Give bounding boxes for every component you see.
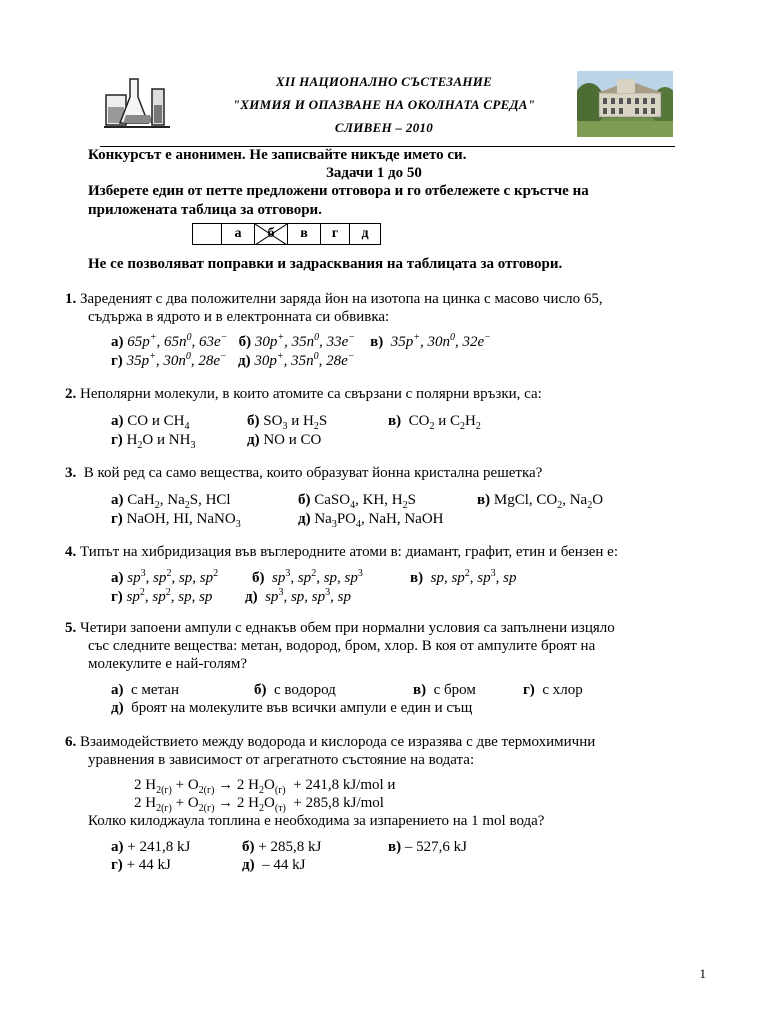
header-competition: XII НАЦИОНАЛНО СЪСТЕЗАНИЕ [275, 74, 493, 89]
option-text: – 44 kJ [262, 857, 306, 873]
option-label: д) [247, 432, 260, 448]
question-6-text-cont: уравнения в зависимост от агрегатното състояние на водата: [88, 752, 475, 768]
option-label: г) [523, 682, 535, 698]
q4-option-d: г) $sp^2$, $sp^2$, sp, sp [111, 587, 213, 605]
q6-equation-1: 2 $H_{2(г)} + O_{2(г)} \to 2$ $H_2O_{(г)} + 241,8$ kJ/mol и [134, 777, 396, 796]
option-text: с метан [131, 682, 179, 698]
question-1-text-cont: съдържа в ядрото и в електронната си обвивка: [88, 309, 390, 325]
q3-option-c: в) MgCl, $CO_2$, $Na_2O$ [477, 492, 604, 511]
question-5 [65, 619, 715, 637]
option-label: г) [111, 589, 123, 605]
answer-cell-g: г [321, 224, 350, 245]
q5-option-c [413, 681, 476, 699]
q1-options-row-1: а) 65p+, $65n^0$, 63e− б) 30p+, $35n^0$, 33e− в) 35p+, $30n^0$, 32e− [111, 332, 491, 350]
question-1 [65, 290, 715, 308]
q3-option-e: д) $Na_3PO_4$, NaH, NaOH [298, 511, 444, 530]
option-label: д) [298, 511, 311, 527]
q4-option-a: а) $sp^3$, $sp^2$, sp, $sp^2$ [111, 568, 219, 586]
q6-option-e [242, 856, 305, 874]
q2-option-d: г) $H_2O$ и $NH_3$ [111, 432, 196, 451]
answer-cell-b-label: б [267, 226, 275, 241]
option-label: в) [370, 334, 384, 350]
option-text: + 241,8 kJ [127, 839, 191, 855]
q3-option-d: г) NaOH, HI, NaNO$_3$ [111, 511, 241, 530]
question-text: Неполярни молекули, в които атомите са свързани с полярни връзки, са: [80, 386, 542, 402]
option-label: б) [242, 839, 255, 855]
question-5-text-cont-2: молекулите е най-голям? [88, 656, 248, 672]
option-label: а) [111, 839, 124, 855]
option-label: б) [247, 413, 260, 429]
option-text: + 285,8 kJ [258, 839, 322, 855]
option-label: а) [111, 682, 124, 698]
option-label: г) [111, 511, 123, 527]
option-label: в) [388, 839, 402, 855]
option-label: б) [238, 334, 252, 350]
option-text: с хлор [542, 682, 583, 698]
answer-cell-b-crossed [255, 224, 288, 245]
option-text: – 527,6 kJ [404, 839, 467, 855]
header-title: "ХИМИЯ И ОПАЗВАНЕ НА ОКОЛНАТА СРЕДА" [232, 97, 536, 112]
q2-option-c: в) $CO_2$ и $C_2H_2$ [388, 413, 481, 432]
option-label: а) [111, 334, 124, 350]
intro-anonymous: Конкурсът е анонимен. Не записвайте никъде името си. [88, 147, 467, 163]
question-text: Зареденият с два положителни заряда йон на изотопа на цинка с масово число 65, [80, 291, 603, 307]
q3-option-a: а) CaH$_2$, $Na_2S$, HCl [111, 492, 231, 511]
q2-option-a: а) CO и $CH_4$ [111, 413, 190, 432]
q5-option-a [111, 681, 179, 699]
q4-option-c: в) sp, $sp^2$, $sp^3$, sp [410, 568, 517, 586]
answer-cell-v: в [288, 224, 321, 245]
q2-option-e: д) NO и CO [247, 432, 322, 448]
option-label: а) [111, 413, 124, 429]
option-text: с бром [433, 682, 476, 698]
q6-equation-2: 2 $H_{2(г)} + O_{2(г)} \to 2$ $H_2O_{(т)} + 285,8$ kJ/mol [134, 795, 384, 814]
question-text: В кой ред са само вещества, които образуват йонна кристална решетка? [83, 465, 543, 481]
option-label: д) [245, 589, 258, 605]
q5-option-e [111, 699, 472, 717]
intro-tasks: Задачи 1 до 50 [326, 165, 422, 181]
q6-option-d [111, 856, 171, 874]
q4-option-b: б) $sp^3$, $sp^2$, sp, $sp^3$ [252, 568, 363, 586]
question-3 [65, 464, 715, 482]
option-text: с водород [274, 682, 336, 698]
q4-option-e: д) $sp^3$, sp, $sp^3$, sp [245, 587, 351, 605]
answer-cell-d: д [350, 224, 381, 245]
page-number: 1 [699, 966, 706, 981]
question-text: Типът на хибридизация във въглеродните атоми в: диамант, графит, етин и бензен е: [80, 544, 619, 560]
equation-tail: + 241,8 kJ/mol и [293, 777, 396, 793]
option-text: + 44 kJ [126, 857, 171, 873]
q3-option-b: б) CaSO$_4$, KH, $H_2S$ [298, 492, 416, 511]
option-label: д) [237, 353, 251, 369]
cross-mark-icon [255, 224, 287, 245]
intro-instruction-1: Изберете един от петте предложени отговора и го отбележете с кръстче на [88, 183, 589, 199]
answer-cell-a: а [222, 224, 255, 245]
option-label: г) [111, 432, 123, 448]
question-2 [65, 385, 715, 403]
option-label: д) [242, 857, 255, 873]
option-label: г) [111, 857, 123, 873]
option-label: в) [477, 492, 491, 508]
intro-instruction-2: приложената таблица за отговори. [88, 202, 322, 218]
option-label: в) [410, 570, 424, 586]
intro-no-corrections: Не се позволяват поправки и задрасквания на таблицата за отговори. [88, 256, 563, 272]
q5-option-d [523, 681, 583, 699]
q6-option-a [111, 838, 190, 856]
option-text: броят на молекулите във всички ампули е един и същ [131, 700, 473, 716]
question-number: 3. [65, 465, 77, 481]
option-label: а) [111, 570, 124, 586]
q5-option-b [254, 681, 336, 699]
question-number: 4. [65, 544, 77, 560]
question-6-question: Колко килоджаула топлина е необходима за изпарението на 1 mol вода? [88, 813, 545, 829]
q6-option-b [242, 838, 321, 856]
option-label: б) [298, 492, 311, 508]
question-number: 1. [65, 291, 77, 307]
option-label: б) [252, 570, 265, 586]
header-place-year: СЛИВЕН – 2010 [334, 120, 434, 135]
question-4 [65, 543, 715, 561]
q1-options-row-2: г) 35p+, $30n^0$, 28e− д) 30p+, $35n^0$, 28e− [111, 351, 355, 369]
q6-option-c [388, 838, 467, 856]
option-label: в) [413, 682, 427, 698]
answer-table-example [192, 223, 381, 245]
answer-cell-blank [193, 224, 222, 245]
question-number: 5. [65, 620, 77, 636]
option-label: б) [254, 682, 267, 698]
question-5-text-cont-1: със следните вещества: метан, водород, бром, хлор. В коя от ампулите броят на [88, 638, 596, 654]
question-text: Взаимодействието между водорода и кислорода се изразява с две термохимични [80, 734, 596, 750]
question-number: 6. [65, 734, 77, 750]
question-number: 2. [65, 386, 77, 402]
option-label: г) [111, 353, 123, 369]
option-label: в) [388, 413, 402, 429]
question-6 [65, 733, 715, 751]
question-text: Четири запоени ампули с еднакъв обем при нормални условия са запълнени изцяло [80, 620, 615, 636]
equation-tail: + 285,8 kJ/mol [293, 795, 384, 811]
option-label: д) [111, 700, 124, 716]
option-label: а) [111, 492, 124, 508]
q2-option-b: б) $SO_3$ и $H_2S$ [247, 413, 328, 432]
